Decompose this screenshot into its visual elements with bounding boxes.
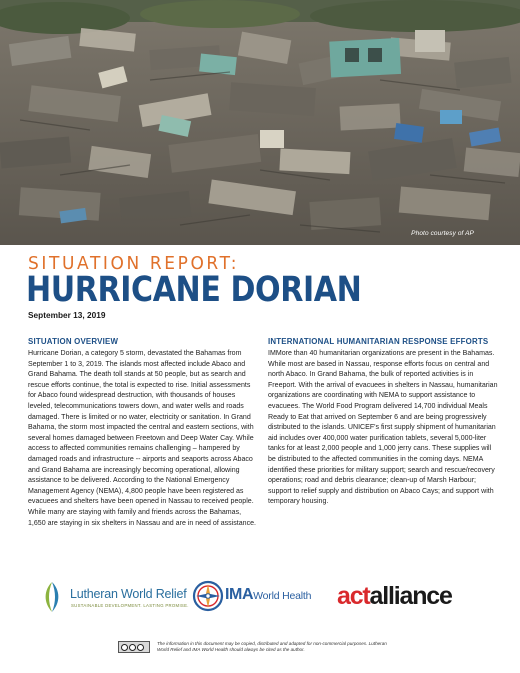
ima-world-health-text: World Health — [253, 590, 312, 602]
response-efforts-body: IMMore than 40 humanitarian organizations are present in the Bahamas. While most are based in Nassau, response efforts focus on central and north Abaco. In Grand Bahama, the bulk of reported activities is in Freeport. With the arrival of evacuees in shelters in Nassau, humanitarian organizations are coordinating with NEMA to support assistance to evacuees. The World Food Program delivered 14,700 individual Meals Ready to Eat that arrived on September 6 and are being progressively distributed to the islands. UNICEF's first supply shipment of humanitarian aid includes over 400,000 water purification tablets, several 5,000-liter tanks for at least 2,000 people and 1,000 jerry cans. These supplies will be distributed to the affected communities in the coming days. NEMA identified these priorities for military support; search and rescue/recovery operations; road and debris clearance; clean-up of Marsh Harbour; support to relief supply and distribution on Abaco Cays; and support with temporary housing. — [268, 350, 498, 506]
report-title: HURRICANE DORIAN — [26, 270, 362, 310]
hurricane-debris-image — [0, 0, 520, 245]
lwr-name: Lutheran World Relief — [70, 587, 187, 601]
ima-wordmark: IMA — [225, 586, 254, 603]
license-disclaimer: The information in this document may be copied, distributed and adapted for non-commercial purposes. Lutheran World Relief and IMA World Health should always be cited as the author. — [157, 641, 387, 653]
nc-icon — [137, 644, 144, 651]
act-text: act — [337, 582, 370, 610]
report-kicker: SITUATION REPORT: — [28, 253, 240, 275]
situation-overview-heading: SITUATION OVERVIEW — [28, 337, 119, 346]
situation-overview-body: Hurricane Dorian, a category 5 storm, devastated the Bahamas from September 1 to 3, 2019. The islands most affected include Abaco and Grand Bahama. The death toll stands at 50 people, but as search and rescue efforts continue, the total is expected to rise. Initial assessments for Abaco found widespread destruction, with thousands of houses leveled, telecommunications towers down, and water wells and roads damaged. There is limited or no water, electricity or sanitation. In Grand Bahama, the storm most impacted the central and eastern sections, with several homes damaged between Freetown and Deep Water Cay. While access to affected communities remains challenging – hampered by damaged roads and infrastructure -- airports and seaports across Abaco and Grand Bahama are increasingly becoming operational, allowing assistance to be delivered. According to the National Emergency Management Agency (NEMA), 4,800 people have been registered as evacuees and shelters have been opened in Nassau to received people. While many are staying with family and friends across the Bahamas, 1,650 are staying in six shelters in Nassau and are in need of assistance. — [28, 350, 256, 527]
act-alliance-wordmark — [337, 582, 452, 611]
lwr-leaf-icon — [40, 580, 64, 614]
by-icon — [129, 644, 136, 651]
ima-name — [225, 586, 311, 604]
creative-commons-badge — [118, 641, 150, 653]
lutheran-world-relief-logo — [40, 578, 200, 618]
cc-icon — [121, 644, 128, 651]
response-efforts-heading: INTERNATIONAL HUMANITARIAN RESPONSE EFFORTS — [268, 337, 489, 346]
lwr-tagline: SUSTAINABLE DEVELOPMENT. LASTING PROMISE. — [71, 603, 189, 608]
alliance-text: alliance — [369, 582, 452, 610]
act-alliance-logo — [337, 578, 487, 618]
partner-logos — [0, 578, 520, 622]
compass-icon — [192, 580, 224, 612]
hero-photo — [0, 0, 520, 245]
ima-world-health-logo — [192, 578, 342, 618]
photo-credit: Photo courtesy of AP — [411, 230, 474, 237]
response-efforts-section — [268, 337, 500, 508]
situation-overview-section — [28, 337, 258, 529]
report-date: September 13, 2019 — [28, 310, 106, 320]
